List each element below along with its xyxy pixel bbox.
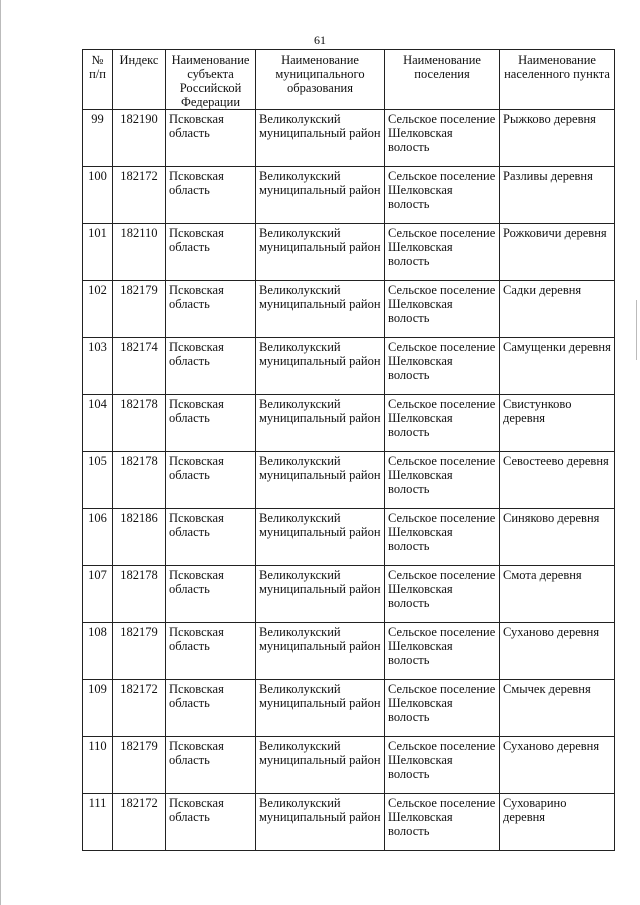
cell-locality: Свистунково деревня [500, 395, 615, 452]
right-scan-edge [636, 300, 637, 360]
cell-municipality: Великолукский муниципальный район [256, 680, 385, 737]
cell-locality: Суханово деревня [500, 623, 615, 680]
cell-settlement: Сельское поселение Шелковская волость [385, 338, 500, 395]
cell-num: 101 [83, 224, 113, 281]
cell-municipality: Великолукский муниципальный район [256, 167, 385, 224]
cell-index: 182190 [113, 110, 166, 167]
cell-locality: Разливы деревня [500, 167, 615, 224]
header-settlement: Наименование поселения [385, 50, 500, 110]
cell-locality: Суховарино деревня [500, 794, 615, 851]
cell-index: 182178 [113, 452, 166, 509]
cell-num: 108 [83, 623, 113, 680]
cell-subject: Псковская область [166, 281, 256, 338]
cell-subject: Псковская область [166, 509, 256, 566]
cell-municipality: Великолукский муниципальный район [256, 794, 385, 851]
cell-num: 100 [83, 167, 113, 224]
cell-municipality: Великолукский муниципальный район [256, 509, 385, 566]
cell-municipality: Великолукский муниципальный район [256, 224, 385, 281]
cell-num: 102 [83, 281, 113, 338]
cell-municipality: Великолукский муниципальный район [256, 737, 385, 794]
cell-subject: Псковская область [166, 452, 256, 509]
cell-municipality: Великолукский муниципальный район [256, 623, 385, 680]
cell-municipality: Великолукский муниципальный район [256, 338, 385, 395]
cell-locality: Смычек деревня [500, 680, 615, 737]
cell-locality: Самущенки деревня [500, 338, 615, 395]
table-row [83, 338, 615, 395]
cell-settlement: Сельское поселение Шелковская волость [385, 395, 500, 452]
cell-locality: Севостеево деревня [500, 452, 615, 509]
cell-index: 182179 [113, 281, 166, 338]
cell-num: 103 [83, 338, 113, 395]
table-row [83, 281, 615, 338]
table-row [83, 623, 615, 680]
cell-index: 182179 [113, 737, 166, 794]
cell-subject: Псковская область [166, 110, 256, 167]
cell-index: 182178 [113, 566, 166, 623]
cell-municipality: Великолукский муниципальный район [256, 452, 385, 509]
cell-num: 104 [83, 395, 113, 452]
cell-subject: Псковская область [166, 566, 256, 623]
cell-index: 182186 [113, 509, 166, 566]
cell-municipality: Великолукский муниципальный район [256, 395, 385, 452]
cell-subject: Псковская область [166, 338, 256, 395]
header-num: № п/п [83, 50, 113, 110]
cell-locality: Синяково деревня [500, 509, 615, 566]
table-header-row [83, 50, 615, 110]
cell-subject: Псковская область [166, 794, 256, 851]
cell-locality: Суханово деревня [500, 737, 615, 794]
cell-settlement: Сельское поселение Шелковская волость [385, 167, 500, 224]
cell-num: 111 [83, 794, 113, 851]
cell-subject: Псковская область [166, 623, 256, 680]
cell-num: 110 [83, 737, 113, 794]
cell-index: 182110 [113, 224, 166, 281]
table-row [83, 395, 615, 452]
cell-index: 182179 [113, 623, 166, 680]
table-row [83, 566, 615, 623]
header-locality: Наименование населенного пункта [500, 50, 615, 110]
cell-num: 106 [83, 509, 113, 566]
table-row [83, 224, 615, 281]
left-scan-edge [0, 0, 1, 905]
cell-settlement: Сельское поселение Шелковская волость [385, 452, 500, 509]
cell-index: 182172 [113, 167, 166, 224]
cell-settlement: Сельское поселение Шелковская волость [385, 680, 500, 737]
cell-index: 182172 [113, 794, 166, 851]
header-index: Индекс [113, 50, 166, 110]
cell-num: 99 [83, 110, 113, 167]
cell-settlement: Сельское поселение Шелковская волость [385, 281, 500, 338]
table-row [83, 737, 615, 794]
cell-subject: Псковская область [166, 224, 256, 281]
cell-num: 107 [83, 566, 113, 623]
table-row [83, 794, 615, 851]
cell-subject: Псковская область [166, 680, 256, 737]
table-row [83, 680, 615, 737]
cell-locality: Смота деревня [500, 566, 615, 623]
cell-settlement: Сельское поселение Шелковская волость [385, 794, 500, 851]
cell-locality: Рожковичи деревня [500, 224, 615, 281]
cell-municipality: Великолукский муниципальный район [256, 566, 385, 623]
page-number: 61 [314, 33, 326, 47]
cell-subject: Псковская область [166, 167, 256, 224]
cell-num: 109 [83, 680, 113, 737]
table-row [83, 167, 615, 224]
cell-index: 182172 [113, 680, 166, 737]
header-municipality: Наименование муниципального образования [256, 50, 385, 110]
cell-subject: Псковская область [166, 395, 256, 452]
localities-table [82, 49, 615, 851]
cell-num: 105 [83, 452, 113, 509]
cell-locality: Садки деревня [500, 281, 615, 338]
cell-settlement: Сельское поселение Шелковская волость [385, 509, 500, 566]
header-subject: Наименование субъекта Российской Федерации [166, 50, 256, 110]
cell-settlement: Сельское поселение Шелковская волость [385, 224, 500, 281]
cell-locality: Рыжково деревня [500, 110, 615, 167]
cell-settlement: Сельское поселение Шелковская волость [385, 623, 500, 680]
cell-settlement: Сельское поселение Шелковская волость [385, 566, 500, 623]
cell-municipality: Великолукский муниципальный район [256, 110, 385, 167]
cell-municipality: Великолукский муниципальный район [256, 281, 385, 338]
cell-index: 182174 [113, 338, 166, 395]
cell-settlement: Сельское поселение Шелковская волость [385, 737, 500, 794]
table-row [83, 509, 615, 566]
cell-index: 182178 [113, 395, 166, 452]
table-row [83, 452, 615, 509]
table-row [83, 110, 615, 167]
cell-settlement: Сельское поселение Шелковская волость [385, 110, 500, 167]
cell-subject: Псковская область [166, 737, 256, 794]
